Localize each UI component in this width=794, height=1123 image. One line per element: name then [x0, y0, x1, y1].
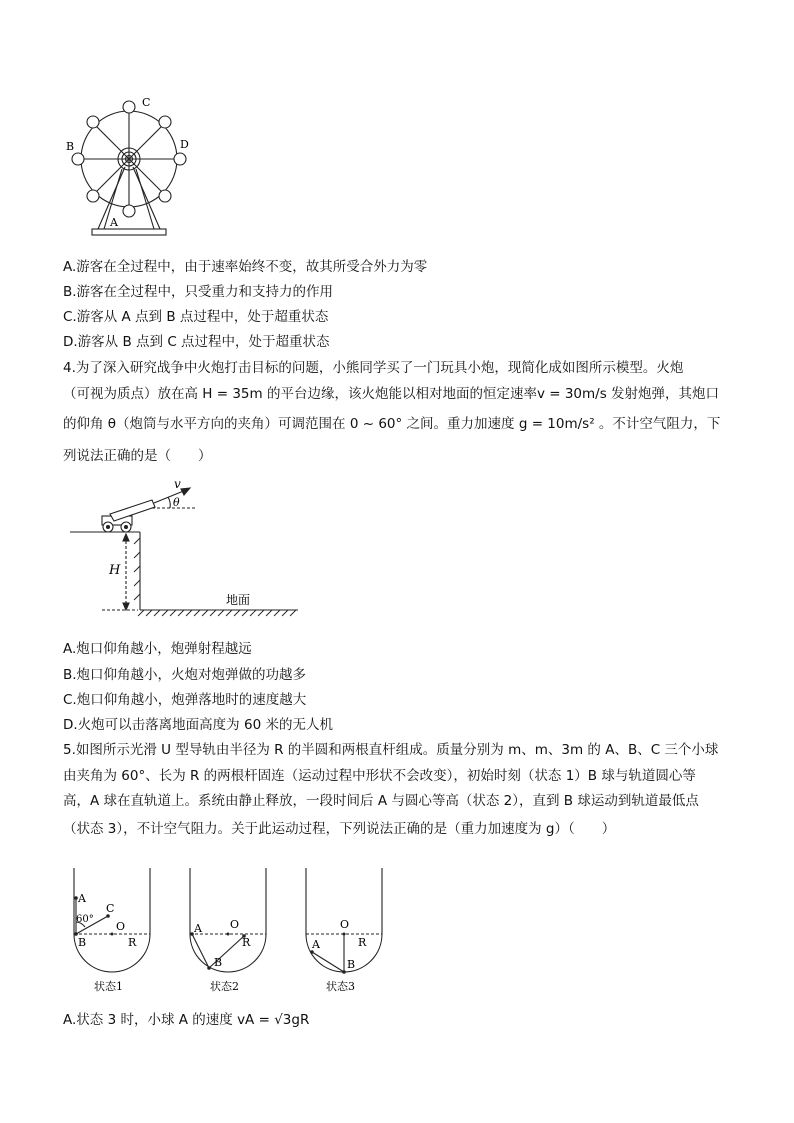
h-label: H: [109, 563, 121, 578]
s1-angle-label: 60°: [76, 914, 94, 925]
q4-stem-line-2: （可视为质点）放在高 H = 35m 的平台边缘，该火炮能以相对地面的恒定速率v = 30m/s 发射炮弹，其炮口: [63, 386, 720, 402]
s3-label-a: A: [312, 938, 320, 951]
q5-stem-line-2: 由夹角为 60°、长为 R 的两根杆固连（运动过程中形状不会改变），初始时刻（状态 1）B 球与轨道圆心等: [63, 768, 696, 784]
state-3-label: 状态3: [326, 980, 355, 993]
state-1-label: 状态1: [94, 980, 123, 993]
q3-option-c: C.游客从 A 点到 B 点过程中，处于超重状态: [63, 309, 329, 325]
theta-label: θ: [173, 496, 180, 509]
label-c: C: [142, 96, 151, 109]
q4-option-a: A.炮口仰角越小，炮弹射程越远: [63, 641, 252, 657]
s1-label-o: O: [116, 920, 126, 933]
q4-stem-line-3: 的仰角 θ（炮筒与水平方向的夹角）可调范围在 0 ~ 60° 之间。重力加速度 g = 10m/s² 。不计空气阻力，下: [63, 416, 721, 432]
label-a: A: [110, 216, 118, 229]
u-track-states-figure: [64, 864, 394, 996]
s3-label-r: R: [358, 936, 367, 949]
cannon-figure: [66, 474, 306, 619]
q4-stem-line-4: 列说法正确的是（ ）: [63, 448, 212, 464]
s1-label-r: R: [128, 936, 137, 949]
ground-label: 地面: [226, 593, 251, 607]
q3-option-a: A.游客在全过程中，由于速率始终不变，故其所受合外力为零: [63, 259, 428, 275]
q5-stem-line-3: 高，A 球在直轨道上。系统由静止释放，一段时间后 A 与圆心等高（状态 2），直到 B 球运动到轨道最低点: [63, 793, 699, 809]
v-label: v: [174, 477, 181, 491]
q4-option-d: D.火炮可以击落离地面高度为 60 米的无人机: [63, 717, 333, 733]
s1-label-b: B: [78, 936, 87, 949]
ferris-wheel-figure: [62, 92, 202, 242]
q5-stem-line-1: 5.如图所示光滑 U 型导轨由半径为 R 的半圆和两根直杆组成。质量分别为 m、m、3m 的 A、B、C 三个小球: [63, 742, 719, 758]
s2-label-o: O: [230, 918, 240, 931]
s2-label-a: A: [194, 922, 202, 935]
label-d: D: [180, 138, 189, 151]
s3-label-b: B: [347, 958, 356, 971]
q3-option-b: B.游客在全过程中，只受重力和支持力的作用: [63, 284, 334, 300]
q4-stem-line-1: 4.为了深入研究战争中火炮打击目标的问题，小熊同学买了一门玩具小炮，现简化成如图所示模型。火炮: [63, 360, 684, 376]
s3-label-o: O: [340, 918, 350, 931]
state-2-label: 状态2: [210, 980, 239, 993]
q5-stem-line-4: （状态 3），不计空气阻力。关于此运动过程，下列说法正确的是（重力加速度为 g）（ ）: [63, 821, 616, 837]
label-b: B: [66, 140, 75, 153]
s2-label-b: B: [214, 956, 223, 969]
q4-option-c: C.炮口仰角越小，炮弹落地时的速度越大: [63, 692, 307, 708]
s1-label-c: C: [106, 902, 115, 915]
q3-option-d: D.游客从 B 点到 C 点过程中，处于超重状态: [63, 334, 330, 350]
q5-option-a: A.状态 3 时，小球 A 的速度 vA = √3gR: [63, 1012, 310, 1028]
q4-option-b: B.炮口仰角越小，火炮对炮弹做的功越多: [63, 667, 307, 683]
s1-label-a: A: [78, 892, 86, 905]
s2-label-r: R: [242, 936, 251, 949]
